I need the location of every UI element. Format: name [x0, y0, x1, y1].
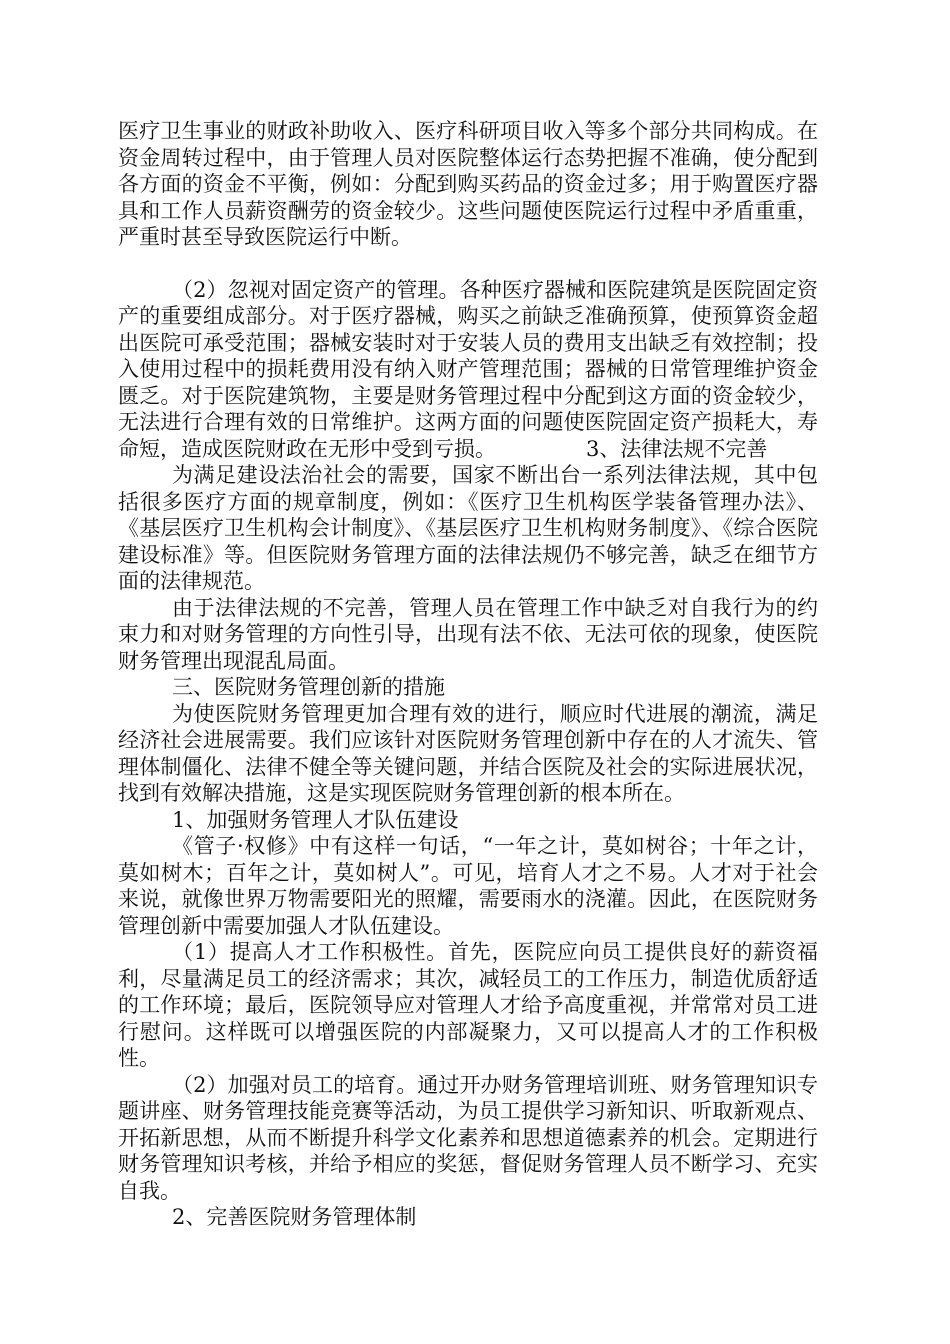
paragraph-innovation-intro: 为使医院财务管理更加合理有效的进行，顺应时代进展的潮流，满足经济社会进展需要。我们应该针对医院财务管理创新中存在的人才流失、管理体制僵化、法律不健全等关键问题，并结合医院及社会的实际进展状况，找到有效解决措施，这是实现医院财务管理创新的根本所在。	[118, 701, 818, 805]
heading-section-three: 三、医院财务管理创新的措施	[172, 675, 445, 699]
paragraph-staff-training: （2）加强对员工的培育。通过开办财务管理培训班、财务管理知识专题讲座、财务管理技能竞赛等活动，为员工提供学习新知识、听取新观点、开拓新思想，从而不断提升科学文化素养和思想道德素养的机会。定期进行财务管理知识考核，并给予相应的奖惩，督促财务管理人员不断学习、充实自我。	[118, 1072, 818, 1203]
heading-laws-incomplete: 3、法律法规不完善	[586, 436, 768, 461]
paragraph-funding-sources: 医疗卫生事业的财政补助收入、医疗科研项目收入等多个部分共同构成。在资金周转过程中，由于管理人员对医院整体运行态势把握不准确，使分配到各方面的资金不平衡，例如：分配到购买药品的资金过多；用于购置医疗器具和工作人员薪资酬劳的资金较少。这些问题使医院运行过程中矛盾重重，严重时甚至导致医院运行中断。	[118, 119, 818, 249]
paragraph-laws: 为满足建设法治社会的需要，国家不断出台一系列法律法规，其中包括很多医疗方面的规章制度，例如：《医疗卫生机构医学装备管理办法》、《基层医疗卫生机构会计制度》、《基层医疗卫生机构财务制度》、《综合医院建设标准》等。但医院财务管理方面的法律法规仍不够完善，缺乏在细节方面的法律规范。	[118, 463, 818, 593]
paragraph-fixed-assets	[118, 277, 818, 463]
heading-management-system: 2、完善医院财务管理体制	[172, 1205, 417, 1229]
paragraph-talent-motivation: （1）提高人才工作积极性。首先，医院应向员工提供良好的薪资福利，尽量满足员工的经济需求；其次，减轻员工的工作压力，制造优质舒适的工作环境；最后，医院领导应对管理人才给予高度重视，并常常对员工进行慰问。这样既可以增强医院的内部凝聚力，又可以提高人才的工作积极性。	[118, 940, 818, 1070]
paragraph-guanzi-quote: 《管子·权修》中有这样一句话，“一年之计，莫如树谷；十年之计，莫如树木；百年之计，莫如树人”。可见，培育人才之不易。人才对于社会来说，就像世界万物需要阳光的照耀，需要雨水的浇灌。因此，在医院财务管理创新中需要加强人才队伍建设。	[118, 834, 818, 938]
paragraph-fixed-assets-text: （2）忽视对固定资产的管理。各种医疗器械和医院建筑是医院固定资产的重要组成部分。对于医疗器械，购买之前缺乏准确预算，使预算资金超出医院可承受范围；器械安装时对于安装人员的费用支出缺乏有效控制；投入使用过程中的损耗费用没有纳入财产管理范围；器械的日常管理维护资金匮乏。对于医院建筑物，主要是财务管理过程中分配到这方面的资金较少，无法进行合理有效的日常维护。这两方面的问题使医院固定资产损耗大，寿命短，造成医院财政在无形中受到亏损。	[118, 277, 818, 461]
paragraph-laws-consequence: 由于法律法规的不完善，管理人员在管理工作中缺乏对自我行为的约束力和对财务管理的方向性引导，出现有法不依、无法可依的现象，使医院财务管理出现混乱局面。	[118, 595, 818, 673]
document-page	[118, 118, 818, 1231]
heading-talent-team: 1、加强财务管理人才队伍建设	[172, 807, 459, 832]
